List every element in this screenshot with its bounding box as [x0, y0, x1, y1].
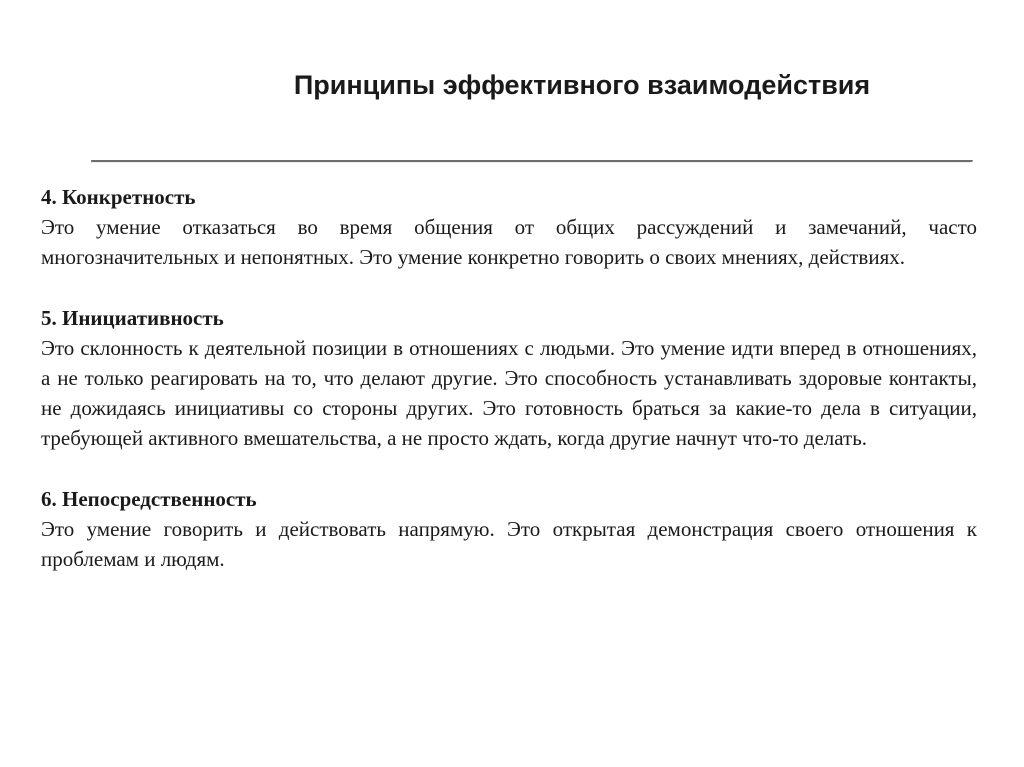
section-directness: [41, 484, 977, 574]
section-heading: 4. Конкретность: [41, 185, 196, 209]
section-heading: 5. Инициативность: [41, 306, 224, 330]
slide-title: Принципы эффективного взаимодействия: [293, 70, 871, 100]
slide-content: [41, 182, 977, 605]
section-heading: 6. Непосредственность: [41, 487, 257, 511]
section-body: Это умение говорить и действовать напрямую. Это открытая демонстрация своего отношения к проблемам и людям.: [41, 517, 977, 571]
title-divider: [91, 160, 973, 163]
section-concreteness: [41, 182, 977, 272]
section-body: Это склонность к деятельной позиции в отношениях с людьми. Это умение идти вперед в отношениях, а не только реагировать на то, что делают другие. Это способность устанавливать здоровые контакты, не дожидаясь инициативы со стороны других. Это готовность браться за какие-то дела в ситуации, требующей активного вмешательства, а не просто ждать, когда другие начнут что-то делать.: [41, 336, 977, 450]
section-body: Это умение отказаться во время общения от общих рассуждений и замечаний, часто многозначительных и непонятных. Это умение конкретно говорить о своих мнениях, действиях.: [41, 215, 977, 269]
section-initiative: [41, 303, 977, 453]
